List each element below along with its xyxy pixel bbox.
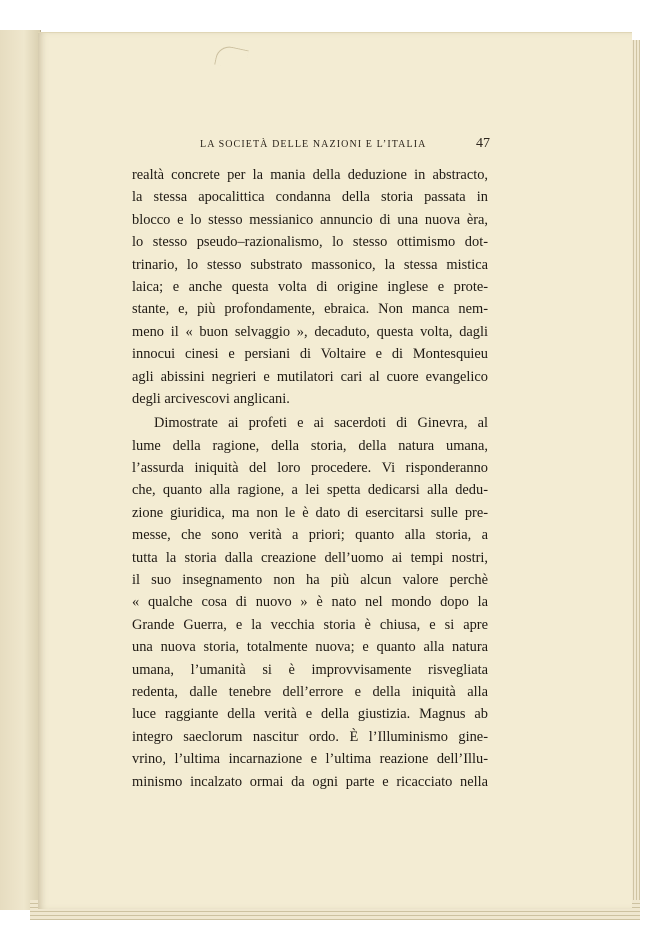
text-line: stante, e, più profondamente, ebraica. Non manca nem- [132, 301, 488, 318]
facing-page-edge [0, 30, 41, 910]
paragraph-first-line: Dimostrate ai profeti e ai sacerdoti di Ginevra, al [154, 415, 488, 432]
text-line: agli abissini negrieri e mutilatori cari al cuore evangelico [132, 368, 488, 385]
text-line: zione giuridica, ma non le è dato di esercitarsi sulle pre- [132, 504, 488, 521]
text-line: laica; e anche questa volta di origine inglese e prote- [132, 278, 488, 295]
text-line: minismo incalzato ormai da ogni parte e ricacciato nella [132, 773, 488, 790]
text-line: l’assurda iniquità del loro procedere. Vi risponderanno [132, 460, 488, 477]
text-line: lume della ragione, della storia, della natura umana, [132, 437, 488, 454]
text-line: blocco e lo stesso messianico annuncio di una nuova èra, [132, 211, 488, 228]
page-number: 47 [476, 136, 490, 151]
text-line: messe, che sono verità a priori; quanto alla storia, a [132, 527, 488, 544]
text-line: degli arcivescovi anglicani. [132, 390, 290, 407]
text-line: « qualche cosa di nuovo » è nato nel mondo dopo la [132, 594, 488, 611]
text-line: trinario, lo stesso substrato massonico, la stessa mistica [132, 256, 488, 273]
text-line: integro saeclorum nascitur ordo. È l’Illuminismo gine- [132, 728, 488, 745]
page-header [200, 137, 490, 153]
binding-thread [214, 44, 249, 71]
text-line: una nuova storia, totalmente nuova; e quanto alla natura [132, 639, 488, 656]
text-line: luce raggiante della verità e della giustizia. Magnus ab [132, 706, 488, 723]
text-line: Grande Guerra, e la vecchia storia è chiusa, e si apre [132, 616, 488, 633]
text-line: la stessa apocalittica condanna della storia passata in [132, 189, 488, 206]
body-text [132, 164, 488, 793]
text-line: meno il « buon selvaggio », decaduto, questa volta, dagli [132, 323, 488, 340]
text-line: che, quanto alla ragione, a lei spetta dedicarsi alla dedu- [132, 482, 488, 499]
text-line: vrino, l’ultima incarnazione e l’ultima reazione dell’Illu- [132, 751, 488, 768]
text-line: redenta, dalle tenebre dell’errore e della iniquità alla [132, 683, 488, 700]
running-head: LA SOCIETÀ DELLE NAZIONI E L’ITALIA [200, 139, 427, 150]
text-line: innocui cinesi e persiani di Voltaire e di Montesquieu [132, 346, 488, 363]
text-line: tutta la storia dalla creazione dell’uomo ai tempi nostri, [132, 549, 488, 566]
text-line: realtà concrete per la mania della deduzione in abstracto, [132, 167, 488, 183]
text-line: lo stesso pseudo–razionalismo, lo stesso ottimismo dot- [132, 234, 488, 251]
text-line: il suo insegnamento non ha più alcun valore perchè [132, 572, 488, 589]
text-line: umana, l’umanità si è improvvisamente risvegliata [132, 661, 488, 678]
